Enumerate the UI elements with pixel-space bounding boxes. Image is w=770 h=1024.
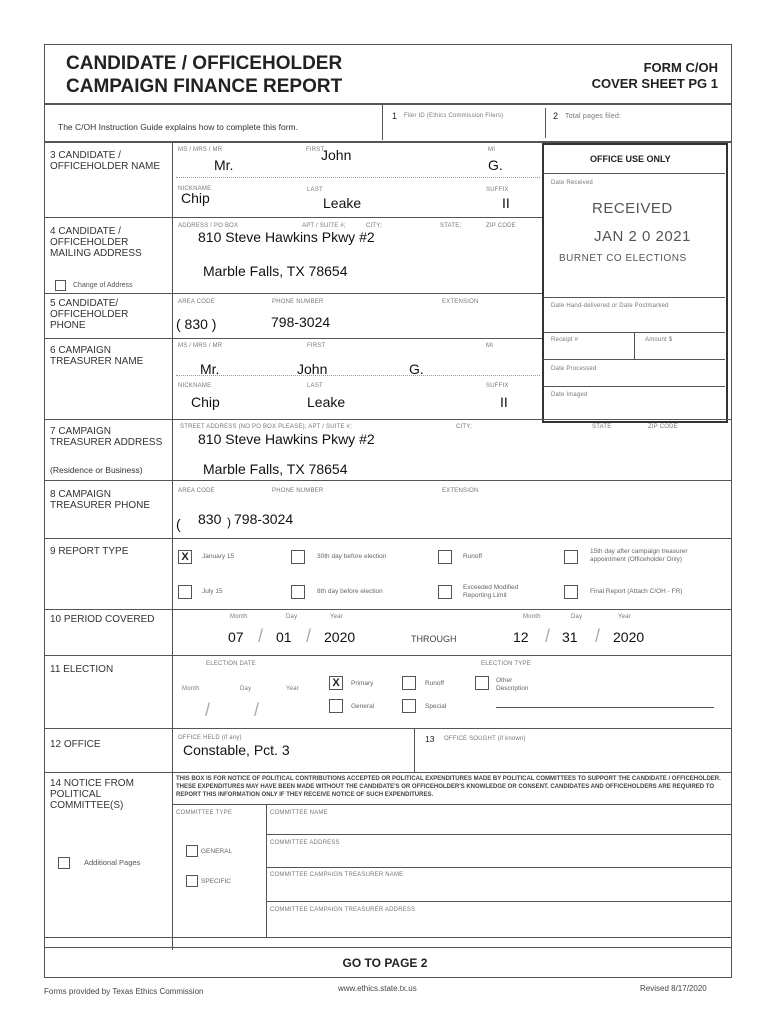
candidate-suffix[interactable]: II (502, 195, 510, 211)
footer-provided-by: Forms provided by Texas Ethics Commission (44, 987, 204, 996)
section-7-label: 7 CAMPAIGN TREASURER ADDRESS (50, 426, 163, 448)
header-rule (44, 103, 731, 105)
period-start-day[interactable]: 01 (276, 629, 292, 645)
candidate-city-state-zip[interactable]: Marble Falls, TX 78654 (203, 263, 348, 279)
treasurer-suffix[interactable]: II (500, 394, 508, 410)
section-7-sub: (Residence or Business) (50, 465, 143, 475)
receipt-label: Receipt # (551, 337, 579, 343)
received-stamp-office: BURNET CO ELECTIONS (559, 253, 687, 264)
section-10-label: 10 PERIOD COVERED (50, 614, 155, 625)
change-of-address-checkbox[interactable] (55, 280, 66, 291)
candidate-phone[interactable]: 798-3024 (271, 314, 331, 330)
total-pages-label[interactable]: Total pages filed: (565, 113, 622, 120)
office-use-title: OFFICE USE ONLY (590, 154, 671, 164)
processed-label: Date Processed (551, 366, 597, 372)
treasurer-last-name[interactable]: Leake (307, 394, 346, 410)
change-of-address-label: Change of Address (73, 282, 133, 289)
report-type-exceeded-checkbox[interactable] (438, 585, 452, 599)
candidate-nickname[interactable]: Chip (181, 190, 210, 206)
period-end-year[interactable]: 2020 (613, 629, 645, 645)
report-type-july15-checkbox[interactable] (178, 585, 192, 599)
section-5-label: 5 CANDIDATE/ OFFICEHOLDER PHONE (50, 298, 129, 331)
committee-address-field[interactable]: COMMITTEE ADDRESS (270, 840, 340, 846)
committee-treasurer-name-field[interactable]: COMMITTEE CAMPAIGN TREASURER NAME (270, 872, 404, 878)
through-label: THROUGH (411, 634, 457, 644)
section-12-label: 12 OFFICE (50, 739, 101, 750)
treasurer-street[interactable]: 810 Steve Hawkins Pkwy #2 (198, 431, 375, 447)
filer-id-label: Filer ID (Ethics Commission Filers) (404, 113, 504, 119)
report-type-final-checkbox[interactable] (564, 585, 578, 599)
filer-id-num: 1 (392, 111, 398, 121)
form-number: FORM C/OH (643, 60, 718, 75)
report-type-january15-checkbox[interactable]: X (178, 550, 192, 564)
received-stamp: RECEIVED (592, 200, 673, 217)
committee-specific-checkbox[interactable] (186, 875, 198, 887)
candidate-first-name[interactable]: John (321, 147, 352, 163)
committee-name-field[interactable]: COMMITTEE NAME (270, 810, 328, 816)
other-description-line[interactable] (496, 707, 714, 708)
amount-label: Amount $ (645, 337, 673, 343)
section-3-label: 3 CANDIDATE / OFFICEHOLDER NAME (50, 150, 161, 172)
section-4-label: 4 CANDIDATE / OFFICEHOLDER MAILING ADDRESS (50, 226, 142, 259)
treasurer-nickname[interactable]: Chip (191, 394, 220, 410)
committee-notice-text: THIS BOX IS FOR NOTICE OF POLITICAL CONTRIBUTIONS ACCEPTED OR POLITICAL EXPENDITURES MADE BY POLITICAL COMMITTEES TO SUPPORT THE CANDIDATE / OFFICEHOLDER. THESE EXPENDITURES MAY HAVE BEEN MADE WITHOUT THE CANDIDATE'S OR OFFICEHOLDER'S KNOWLEDGE OR CONSENT. CANDIDATES AND OFFICEHOLDERS ARE REQUIRED TO REPORT THIS INFORMATION ONLY IF THEY RECEIVE NOTICE OF SUCH EXPENDITURES. (176, 776, 721, 798)
instruction-text: The C/OH Instruction Guide explains how to complete this form. (58, 122, 298, 132)
section-6-label: 6 CAMPAIGN TREASURER NAME (50, 345, 144, 367)
election-special-checkbox[interactable] (402, 699, 416, 713)
date-received-label: Date Received (551, 180, 593, 186)
period-start-month[interactable]: 07 (228, 629, 244, 645)
committee-general-checkbox[interactable] (186, 845, 198, 857)
candidate-street[interactable]: 810 Steve Hawkins Pkwy #2 (198, 229, 375, 245)
treasurer-area-code[interactable]: 830 (198, 511, 222, 527)
candidate-prefix[interactable]: Mr. (214, 157, 234, 173)
candidate-area-code[interactable]: ( 830 ) (176, 316, 217, 332)
treasurer-mi[interactable]: G. (409, 361, 424, 377)
report-type-runoff-checkbox[interactable] (438, 550, 452, 564)
report-type-15day-checkbox[interactable] (564, 550, 578, 564)
additional-pages-checkbox[interactable] (58, 857, 70, 869)
hand-delivered-label: Date Hand-delivered or Date Postmarked (551, 303, 669, 309)
received-stamp-date: JAN 2 0 2021 (594, 228, 691, 245)
office-held[interactable]: Constable, Pct. 3 (183, 742, 290, 758)
candidate-last-name[interactable]: Leake (323, 195, 362, 211)
period-end-month[interactable]: 12 (513, 629, 529, 645)
candidate-mi[interactable]: G. (488, 157, 503, 173)
treasurer-city-state-zip[interactable]: Marble Falls, TX 78654 (203, 461, 348, 477)
office-sought-label[interactable]: OFFICE SOUGHT (if known) (444, 736, 526, 742)
section-8-label: 8 CAMPAIGN TREASURER PHONE (50, 489, 151, 511)
section-9-label: 9 REPORT TYPE (50, 546, 129, 557)
treasurer-phone[interactable]: 798-3024 (234, 511, 294, 527)
section-11-label: 11 ELECTION (50, 664, 114, 675)
go-to-page-2: GO TO PAGE 2 (342, 956, 428, 970)
treasurer-area-close: ) (227, 515, 231, 529)
form-title-line1: CANDIDATE / OFFICEHOLDER (66, 53, 343, 74)
footer-revised: Revised 8/17/2020 (640, 984, 707, 993)
election-other-checkbox[interactable] (475, 676, 489, 690)
treasurer-prefix[interactable]: Mr. (200, 361, 220, 377)
total-pages-num: 2 (553, 111, 559, 121)
footer-url: www.ethics.state.tx.us (338, 984, 417, 993)
treasurer-first-name[interactable]: John (297, 361, 328, 377)
additional-pages-label: Additional Pages (84, 858, 141, 867)
election-primary-checkbox[interactable]: X (329, 676, 343, 690)
section-14-label: 14 NOTICE FROM POLITICAL COMMITTEE(S) (50, 778, 134, 811)
election-runoff-checkbox[interactable] (402, 676, 416, 690)
form-page-label: COVER SHEET PG 1 (591, 76, 718, 91)
committee-treasurer-address-field[interactable]: COMMITTEE CAMPAIGN TREASURER ADDRESS (270, 907, 416, 913)
treasurer-area-open: ( (176, 516, 181, 532)
form-title-line2: CAMPAIGN FINANCE REPORT (66, 76, 343, 97)
office-sought-num: 13 (425, 734, 435, 744)
filer-id-field[interactable] (545, 108, 547, 138)
imaged-label: Date Imaged (551, 392, 588, 398)
report-type-8day-checkbox[interactable] (291, 585, 305, 599)
period-end-day[interactable]: 31 (562, 629, 578, 645)
period-start-year[interactable]: 2020 (324, 629, 356, 645)
report-type-30day-checkbox[interactable] (291, 550, 305, 564)
election-general-checkbox[interactable] (329, 699, 343, 713)
